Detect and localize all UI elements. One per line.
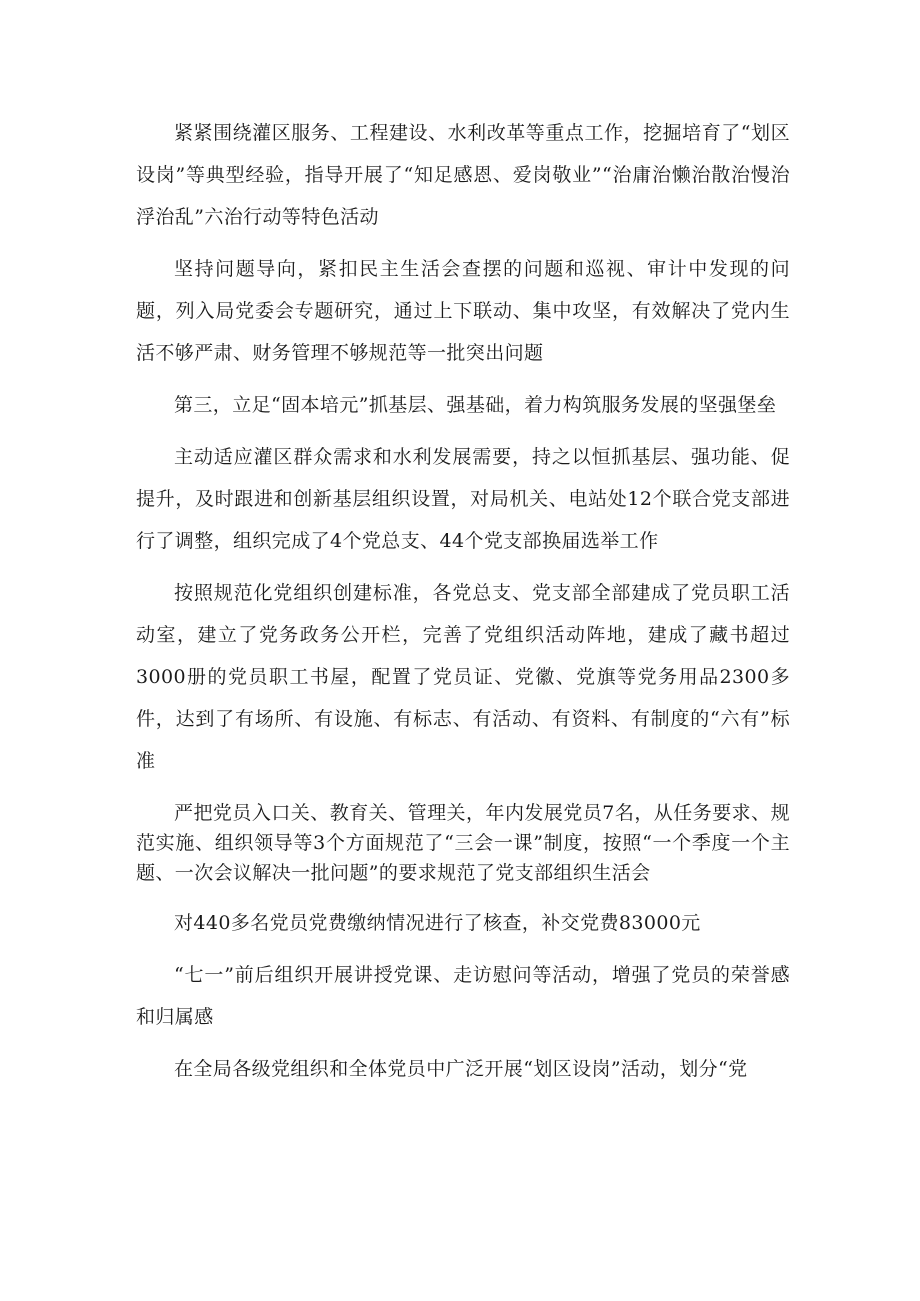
- document-body: [136, 112, 790, 1090]
- paragraph-3: 第三，立足“固本培元”抓基层、强基础，着力构筑服务发展的坚强堡垒: [174, 394, 777, 416]
- paragraph-9: 在全局各级党组织和全体党员中广泛开展“划区设岗”活动，划分“党: [174, 1058, 748, 1080]
- paragraph-6: 严把党员入口关、教育关、管理关，年内发展党员7名，从任务要求、规范实施、组织领导等3个方面规范了“三会一课”制度，按照“一个季度一个主题、一次会议解决一批问题”的要求规范了党支部组织生活会: [136, 802, 790, 884]
- paragraph-8: “七一”前后组织开展讲授党课、走访慰问等活动，增强了党员的荣誉感和归属感: [136, 964, 790, 1028]
- paragraph-4: 主动适应灌区群众需求和水利发展需要，持之以恒抓基层、强功能、促提升，及时跟进和创新基层组织设置，对局机关、电站处12个联合党支部进行了调整，组织完成了4个党总支、44个党支部换届选举工作: [136, 446, 790, 552]
- paragraph-5: 按照规范化党组织创建标准，各党总支、党支部全部建成了党员职工活动室，建立了党务政务公开栏，完善了党组织活动阵地，建成了藏书超过3000册的党员职工书屋，配置了党员证、党徽、党旗等党务用品2300多件，达到了有场所、有设施、有标志、有活动、有资料、有制度的“六有”标准: [136, 582, 790, 772]
- paragraph-1: 紧紧围绕灌区服务、工程建设、水利改革等重点工作，挖掘培育了“划区设岗”等典型经验，指导开展了“知足感恩、爱岗敬业”“治庸治懒治散治慢治浮治乱”六治行动等特色活动: [136, 122, 790, 228]
- paragraph-7: 对440多名党员党费缴纳情况进行了核查，补交党费83000元: [174, 912, 701, 934]
- paragraph-2: 坚持问题导向，紧扣民主生活会查摆的问题和巡视、审计中发现的问题，列入局党委会专题研究，通过上下联动、集中攻坚，有效解决了党内生活不够严肃、财务管理不够规范等一批突出问题: [136, 258, 790, 364]
